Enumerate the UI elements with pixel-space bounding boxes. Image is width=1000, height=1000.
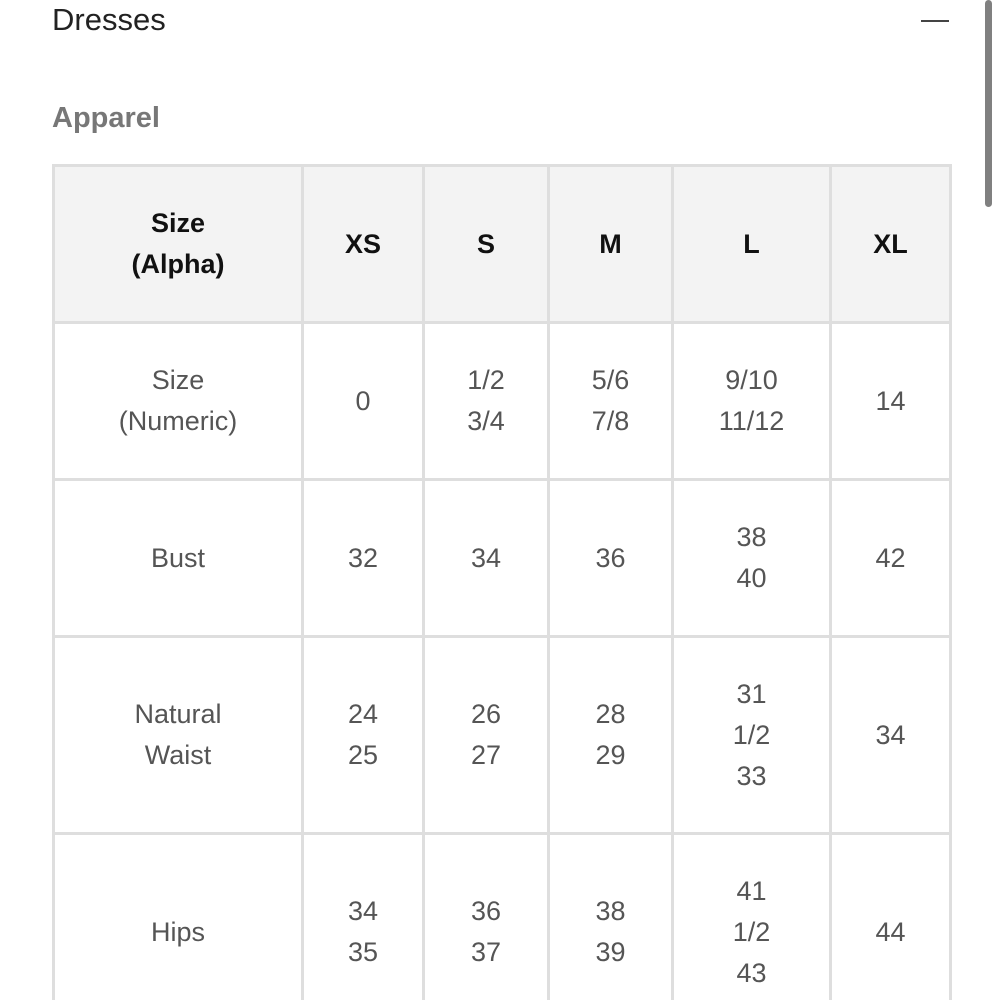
table-cell: 0: [303, 323, 424, 480]
table-row: [54, 480, 951, 637]
table-cell: 38 40: [673, 480, 831, 637]
row-label: Size (Numeric): [54, 323, 303, 480]
row-label: Natural Waist: [54, 637, 303, 834]
table-cell: 5/6 7/8: [549, 323, 673, 480]
header-cell: S: [424, 166, 549, 323]
header-cell: M: [549, 166, 673, 323]
size-chart-table: [52, 164, 952, 1000]
table-cell: 1/2 3/4: [424, 323, 549, 480]
page-title: Dresses: [52, 2, 166, 37]
table-cell: 14: [831, 323, 951, 480]
header-cell: XL: [831, 166, 951, 323]
header-cell: XS: [303, 166, 424, 323]
table-cell: 31 1/2 33: [673, 637, 831, 834]
table-cell: 24 25: [303, 637, 424, 834]
table-header-row: [54, 166, 951, 323]
scrollbar[interactable]: [985, 0, 992, 207]
table-cell: 34: [831, 637, 951, 834]
table-cell: 44: [831, 834, 951, 1000]
section-title: Apparel: [52, 102, 160, 134]
header-cell: L: [673, 166, 831, 323]
table-row: [54, 834, 951, 1000]
table-cell: 28 29: [549, 637, 673, 834]
table-cell: 42: [831, 480, 951, 637]
table-cell: 36: [549, 480, 673, 637]
table-cell: 38 39: [549, 834, 673, 1000]
row-label: Hips: [54, 834, 303, 1000]
table-cell: 41 1/2 43: [673, 834, 831, 1000]
table-cell: 9/10 11/12: [673, 323, 831, 480]
table-row: [54, 637, 951, 834]
header-cell: Size (Alpha): [54, 166, 303, 323]
table-row: [54, 323, 951, 480]
table-cell: 34 35: [303, 834, 424, 1000]
table-cell: 26 27: [424, 637, 549, 834]
minus-icon[interactable]: [921, 20, 949, 22]
row-label: Bust: [54, 480, 303, 637]
table-cell: 32: [303, 480, 424, 637]
table-cell: 36 37: [424, 834, 549, 1000]
table-cell: 34: [424, 480, 549, 637]
